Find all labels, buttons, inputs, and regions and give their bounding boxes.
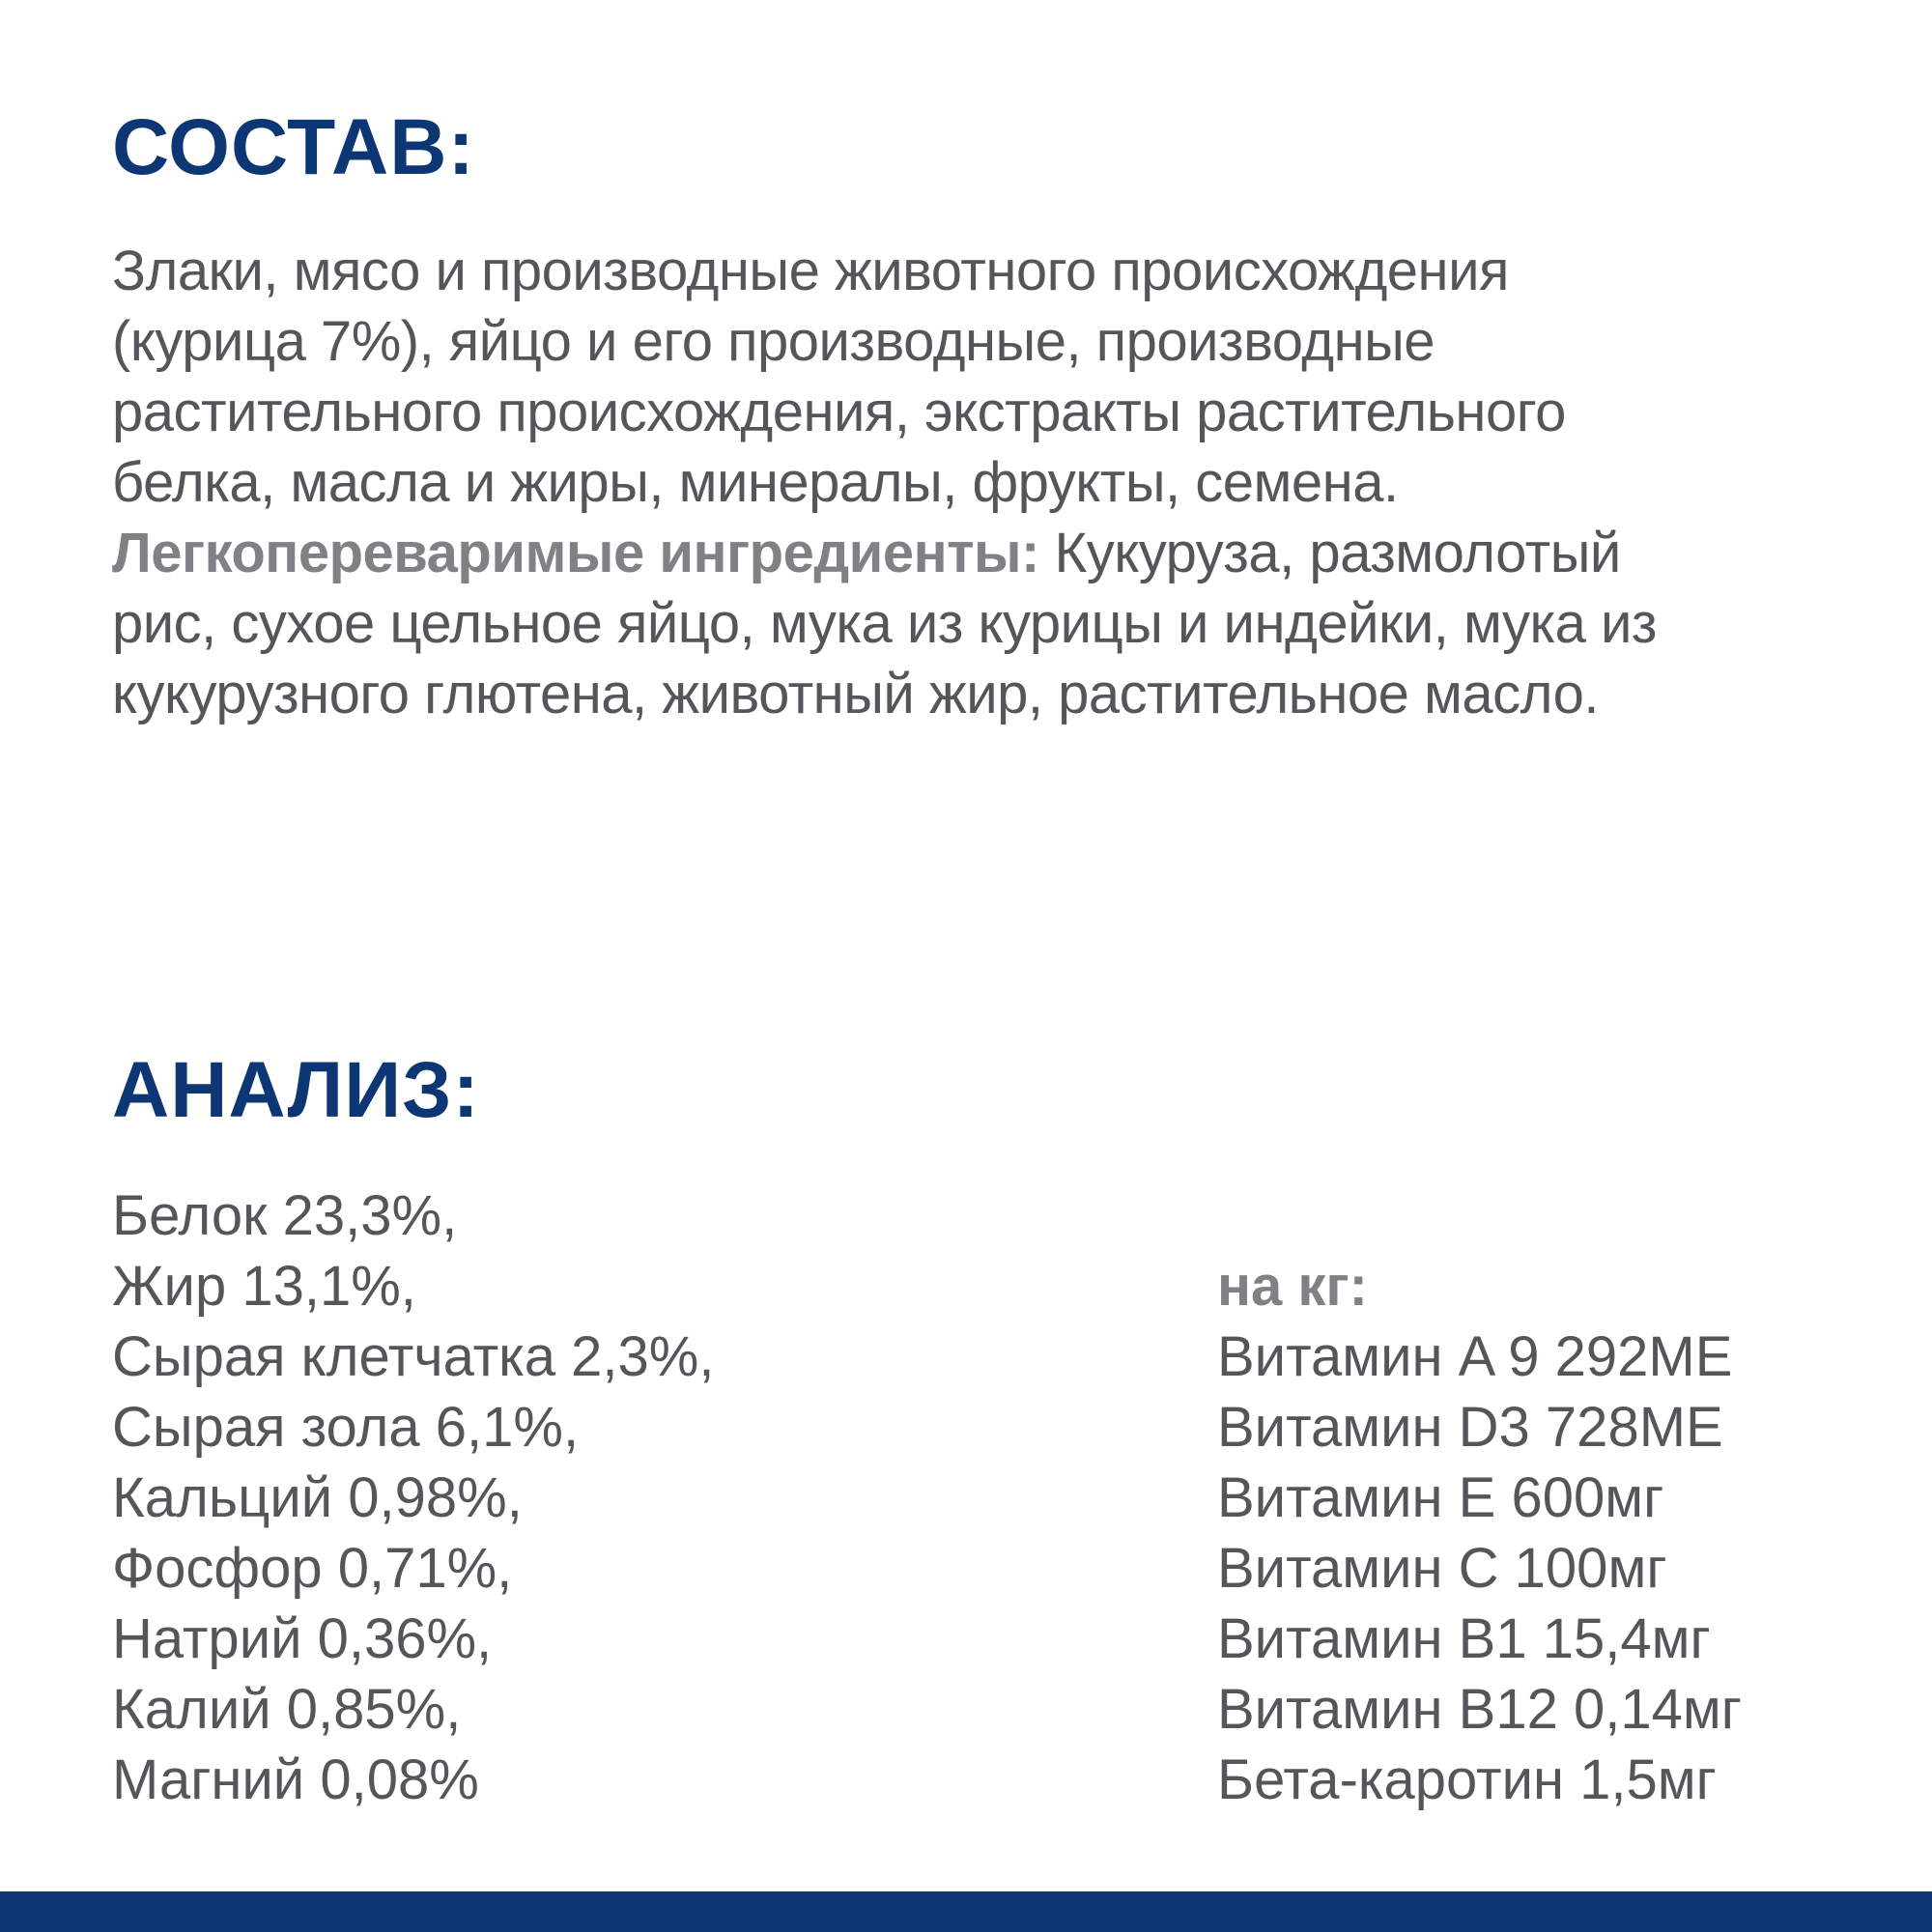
vitamin-item: Бета-каротин 1,5мг [1217,1748,1717,1811]
nutrient-item: Фосфор 0,71%, [112,1537,513,1600]
nutrient-item: Калий 0,85%, [112,1678,462,1741]
digestible-line: кукурузного глютена, животный жир, растительное масло. [112,663,1600,725]
digestible-ingredients-label: Легкопереваримые ингредиенты: [112,522,1039,584]
composition-line: белка, масла и жиры, минералы, фрукты, семена. [112,451,1399,514]
composition-text [112,236,1851,729]
composition-line: (курица 7%), яйцо и его производные, производные [112,310,1435,373]
vitamin-item: Витамин B12 0,14мг [1217,1678,1742,1741]
nutrient-item: Белок 23,3%, [112,1184,458,1247]
nutrient-item: Натрий 0,36%, [112,1607,493,1670]
bottom-brand-bar [0,1891,1932,1932]
composition-heading: СОСТАВ: [112,103,475,191]
composition-line: Злаки, мясо и производные животного происхождения [112,240,1509,302]
vitamin-item: Витамин D3 728МЕ [1217,1396,1723,1459]
composition-line: растительного происхождения, экстракты растительного [112,381,1566,443]
per-kg-label: на кг: [1217,1255,1368,1318]
digestible-line [112,518,1851,588]
analysis-vitamins-list [1217,1251,1742,1815]
digestible-line: рис, сухое цельное яйцо, мука из курицы и индейки, мука из [112,592,1658,655]
analysis-heading: АНАЛИЗ: [112,1046,480,1134]
vitamin-item: Витамин B1 15,4мг [1217,1607,1711,1670]
nutrient-item: Сырая клетчатка 2,3%, [112,1325,715,1388]
nutrient-item: Сырая зола 6,1%, [112,1396,580,1459]
vitamin-item: Витамин C 100мг [1217,1537,1667,1600]
nutrient-item: Жир 13,1%, [112,1255,416,1318]
digestible-ingredients-text: Кукуруза, размолотый [1038,522,1621,584]
vitamin-item: Витамин E 600мг [1217,1466,1664,1529]
analysis-nutrients-list [112,1180,714,1815]
nutrient-item: Магний 0,08% [112,1748,479,1811]
vitamin-item: Витамин A 9 292МЕ [1217,1325,1733,1388]
nutrient-item: Кальций 0,98%, [112,1466,523,1529]
